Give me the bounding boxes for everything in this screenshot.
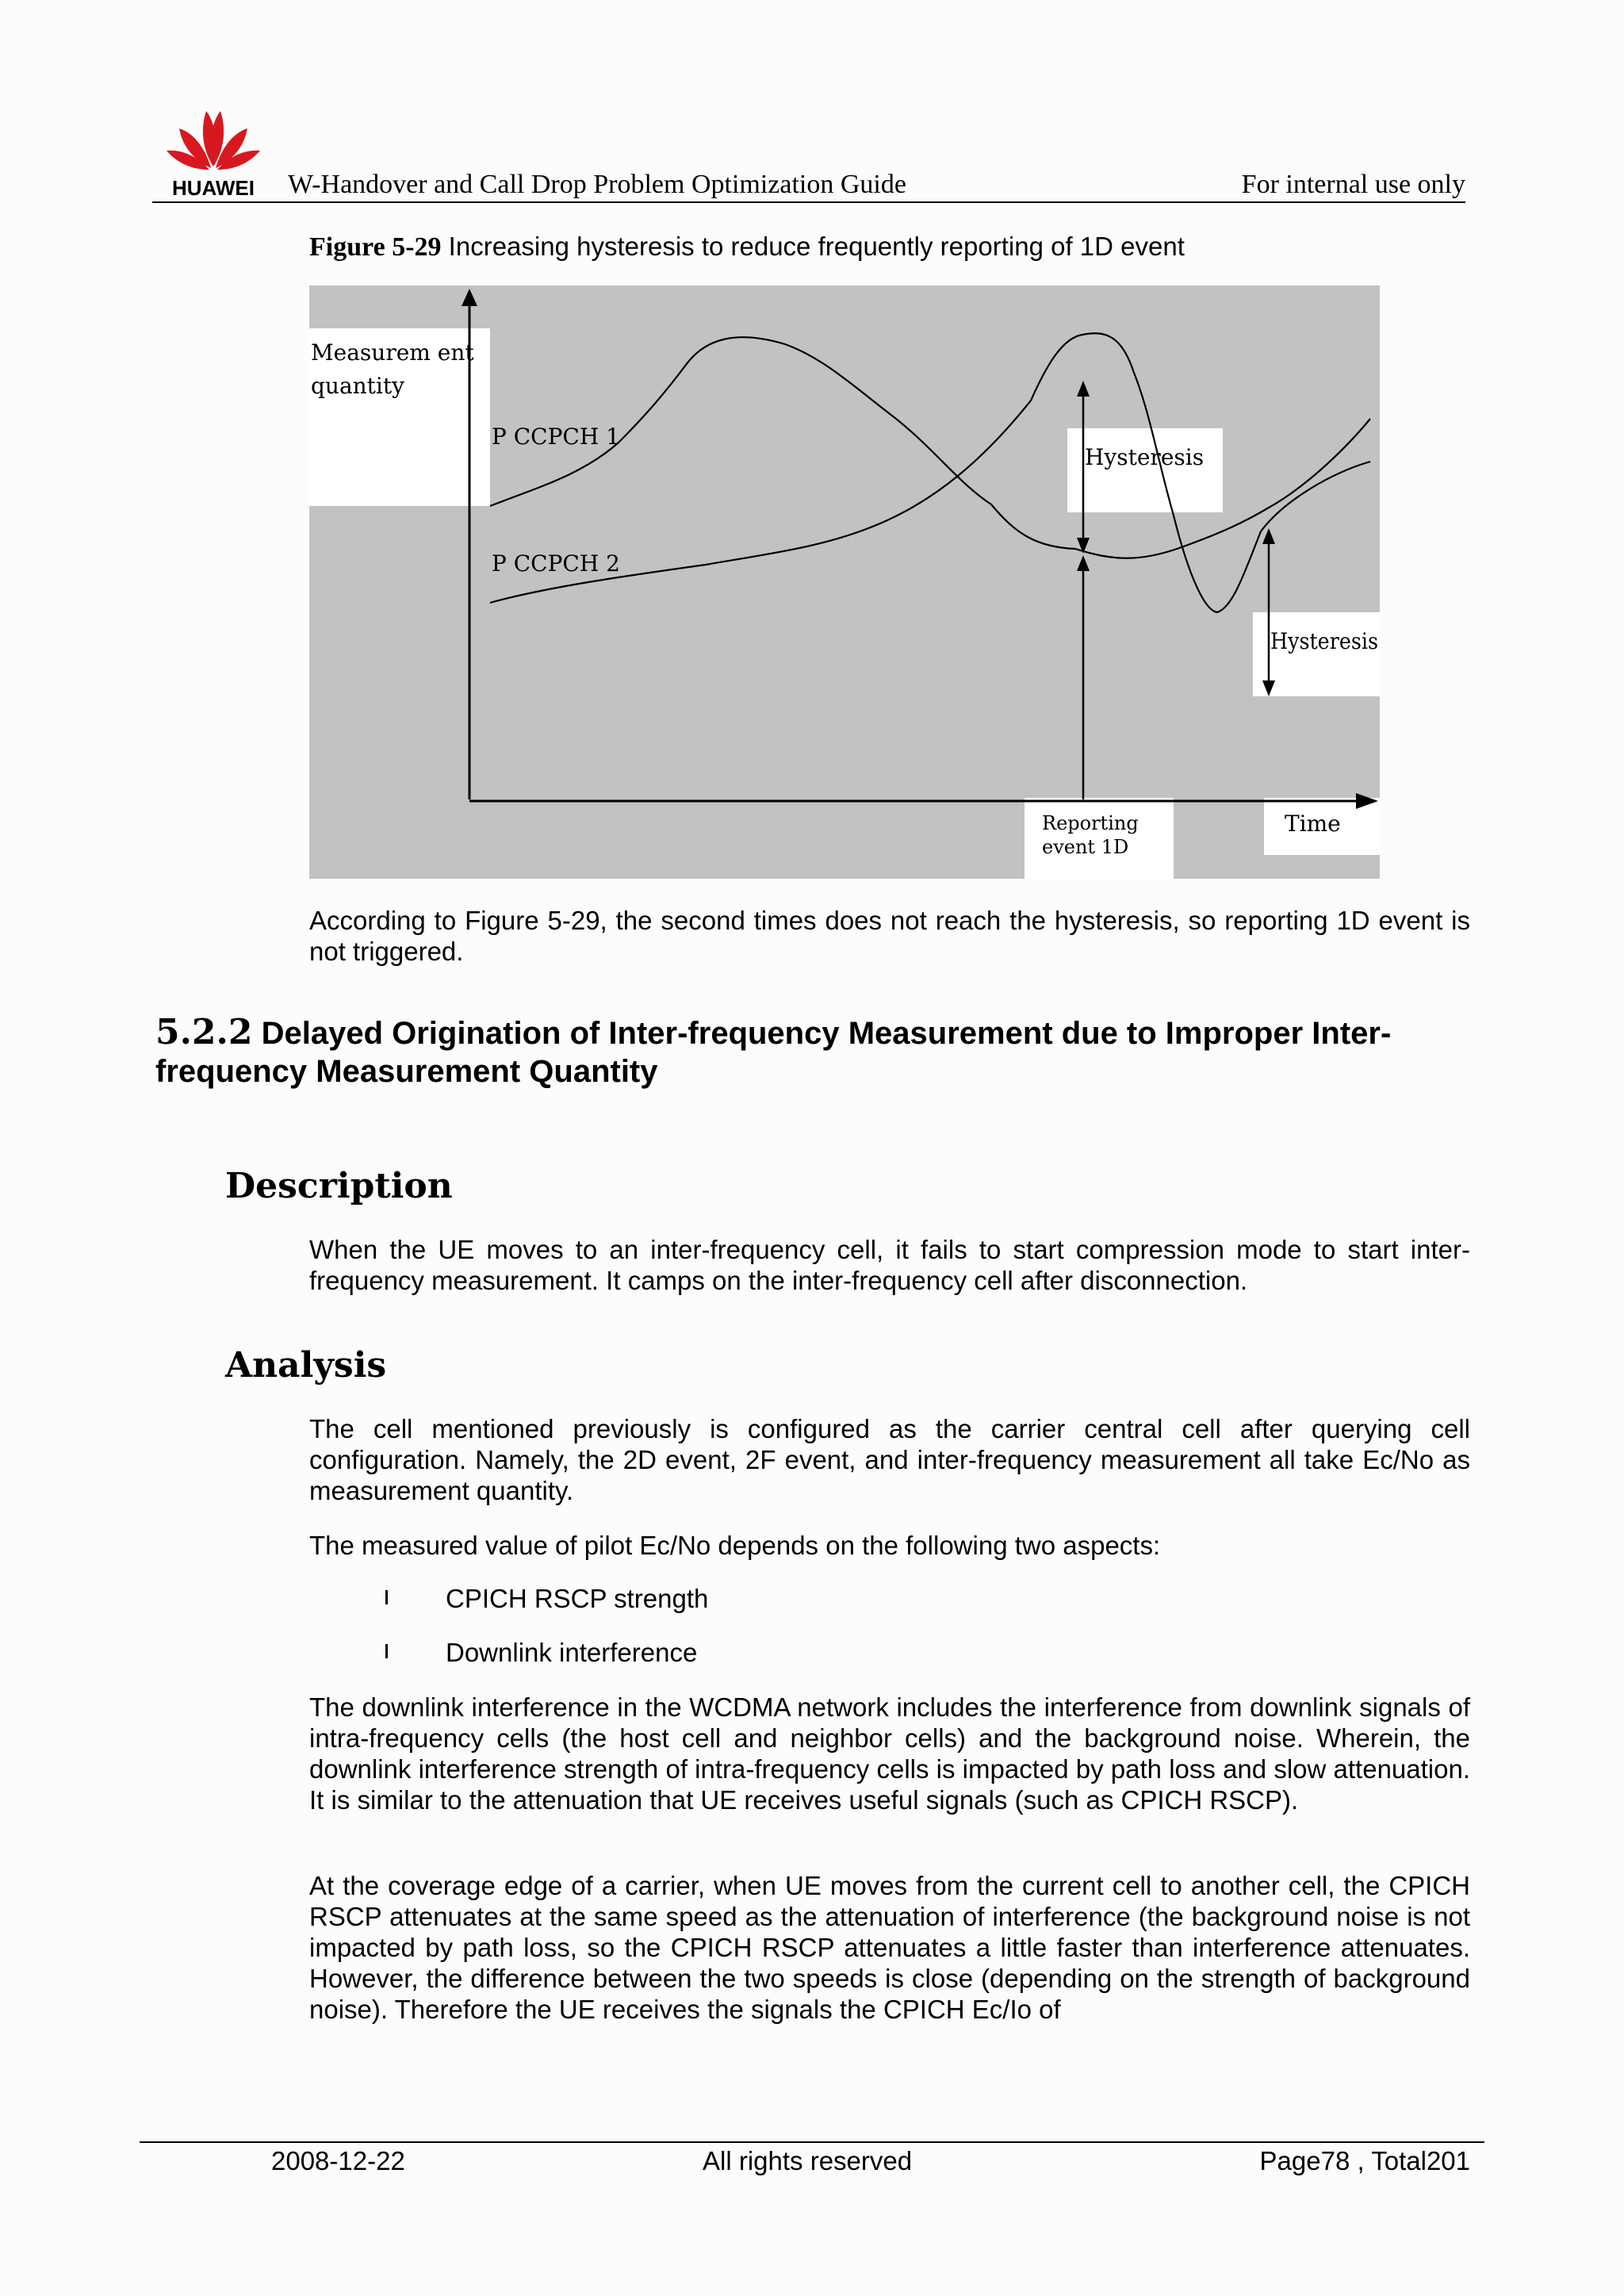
hyst1-label: Hysteresis [1085, 444, 1205, 470]
analysis-paragraph-1: The cell mentioned previously is configured as the carrier central cell after querying cell configuration. Namely, the 2D event, 2F event, and inter-frequency measurement all take Ec/No as measurement quantity. [309, 1414, 1470, 1505]
hysteresis-chart [309, 286, 1380, 879]
ylabel-line2: quantity [311, 373, 404, 399]
figure-caption [309, 232, 1185, 263]
bullet-icon [385, 1644, 388, 1658]
document-title: W-Handover and Call Drop Problem Optimization Guide [288, 170, 906, 199]
description-heading: Description [225, 1166, 453, 1206]
footer-rights: All rights reserved [703, 2146, 913, 2175]
footer-date: 2008-12-22 [271, 2146, 405, 2175]
bullet-icon [385, 1590, 388, 1604]
series1-label: P CCPCH 1 [492, 424, 620, 450]
time-label: Time [1285, 811, 1341, 837]
footer-divider [140, 2141, 1484, 2143]
header-divider [152, 201, 1465, 203]
footer-page-number: Page78 , Total201 [1259, 2146, 1470, 2175]
section-title: Delayed Origination of Inter-frequency Measurement due to Improper Inter-frequency Measurement Quantity [155, 1016, 1392, 1089]
hyst2-label: Hysteresis [1270, 628, 1378, 654]
figure-label: Figure 5-29 [309, 232, 442, 262]
series2-label: P CCPCH 2 [492, 550, 620, 577]
analysis-paragraph-4: At the coverage edge of a carrier, when UE moves from the current cell to another cell, the CPICH RSCP attenuates at the same speed as the attenuation of interference (the background noise is not impacted by path loss, so the CPICH RSCP attenuates a little faster than interference attenuates. However, the difference between the two speeds is close (depending on the strength of background noise). Therefore the UE receives the signals the CPICH Ec/Io of [309, 1871, 1470, 2024]
figure-caption-text: Increasing hysteresis to reduce frequently reporting of 1D event [441, 232, 1185, 261]
report-label-line2: event 1D [1042, 836, 1129, 858]
hyst1-box [1067, 428, 1223, 512]
classification-label: For internal use only [1241, 170, 1465, 199]
analysis-paragraph-2: The measured value of pilot Ec/No depends on the following two aspects: [309, 1531, 1161, 1560]
logo-text: HUAWEI [172, 176, 255, 198]
list-item-text: CPICH RSCP strength [446, 1584, 709, 1613]
huawei-logo [154, 87, 273, 198]
report-label-line1: Reporting [1042, 812, 1139, 834]
section-heading [155, 1014, 1424, 1091]
list-item-text: Downlink interference [446, 1638, 698, 1667]
figure-explanation: According to Figure 5-29, the second times does not reach the hysteresis, so reporting 1D event is not triggered. [309, 906, 1470, 966]
analysis-heading: Analysis [225, 1345, 387, 1386]
analysis-paragraph-3: The downlink interference in the WCDMA network includes the interference from downlink signals of intra-frequency cells (the host cell and neighbor cells) and the background noise. Wherein, the downlink interference strength of intra-frequency cells is impacted by path loss and slow attenuation. It is similar to the attenuation that UE receives useful signals (such as CPICH RSCP). [309, 1692, 1470, 1815]
section-number: 5.2.2 [155, 1012, 253, 1052]
description-text: When the UE moves to an inter-frequency cell, it fails to start compression mode to start inter-frequency measurement. It camps on the inter-frequency cell after disconnection. [309, 1235, 1470, 1295]
ylabel-line1: Measurem ent [311, 339, 474, 366]
